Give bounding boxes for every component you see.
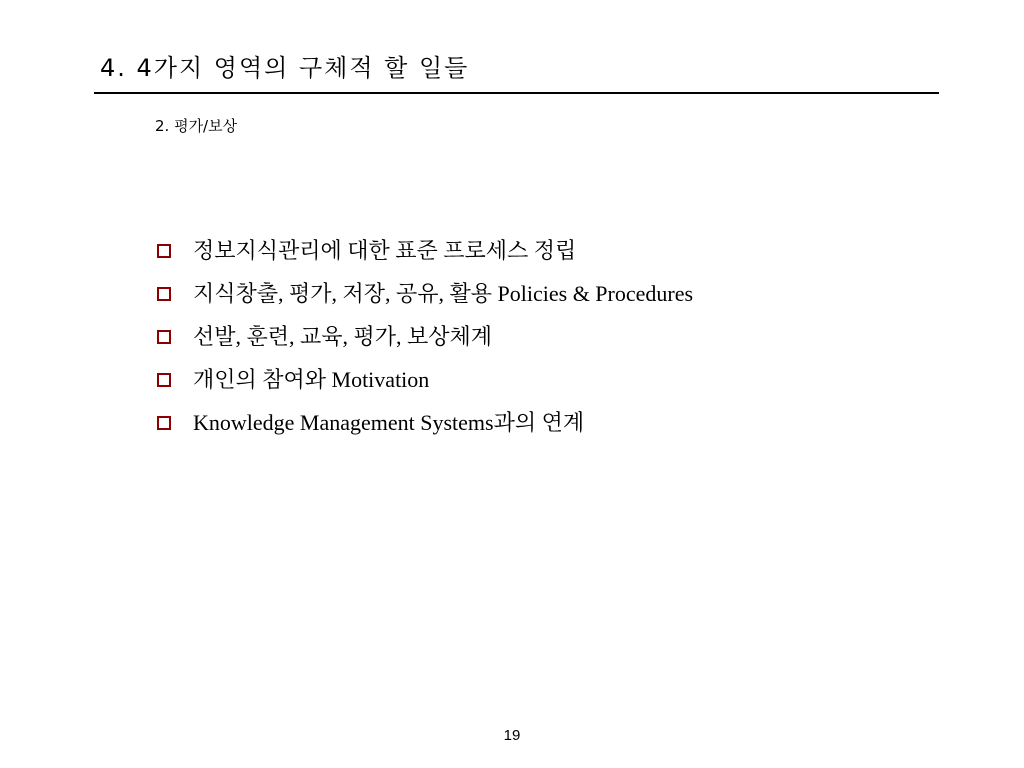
hollow-square-icon [157, 330, 171, 344]
bullet-item [157, 272, 693, 315]
hollow-square-icon [157, 373, 171, 387]
hollow-square-icon [157, 244, 171, 258]
bullet-item [157, 229, 693, 272]
slide-subtitle: 2. 평가/보상 [155, 117, 238, 135]
bullet-item [157, 401, 693, 444]
slide-title: 4. 4가지 영역의 구체적 할 일들 [100, 54, 470, 82]
title-divider [94, 92, 939, 94]
bullet-text: 개인의 참여와 Motivation [193, 366, 430, 392]
bullet-item [157, 358, 693, 401]
page-number: 19 [503, 727, 521, 744]
hollow-square-icon [157, 416, 171, 430]
bullet-list [157, 229, 693, 444]
bullet-text: Knowledge Management Systems과의 연계 [193, 409, 585, 435]
bullet-text: 정보지식관리에 대한 표준 프로세스 정립 [193, 237, 577, 263]
hollow-square-icon [157, 287, 171, 301]
bullet-text: 선발, 훈련, 교육, 평가, 보상체계 [193, 323, 493, 349]
bullet-item [157, 315, 693, 358]
bullet-text: 지식창출, 평가, 저장, 공유, 활용 Policies & Procedures [193, 280, 694, 306]
